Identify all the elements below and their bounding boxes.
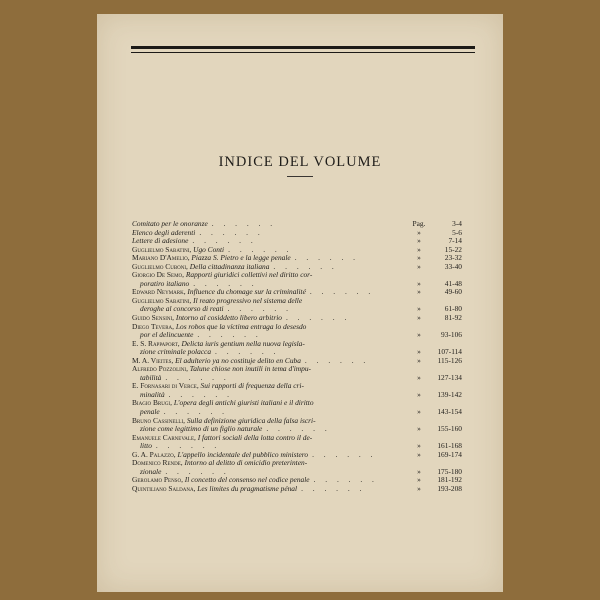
table-of-contents [132, 220, 462, 494]
toc-entry-page-range: 169-174 [437, 449, 462, 459]
toc-entry-pages [406, 374, 462, 383]
toc-entry-page-mark: » [417, 227, 421, 237]
toc-entry-page-range: 155-160 [437, 424, 462, 434]
dot-leader: . . . . . . [313, 475, 378, 485]
toc-entry-page-range: 127-134 [437, 372, 462, 382]
toc-entry-title: Piazza S. Pietro e la legge penale [191, 253, 291, 263]
toc-entry-pages [406, 391, 462, 400]
toc-entry-title-continued: zione come legittimo di un figlio naturale [140, 424, 263, 434]
toc-entry-page-range: 175-180 [437, 466, 462, 476]
toc-entry-pages [406, 288, 462, 297]
toc-entry-page-mark: » [417, 449, 421, 459]
toc-entry [132, 323, 462, 340]
dot-leader: . . . . . . [294, 253, 360, 263]
toc-entry-page-range: 93-106 [441, 330, 462, 340]
toc-entry-page-range: 3-4 [452, 219, 462, 228]
dot-leader: . . . . . . [193, 278, 258, 288]
toc-entry-page-mark: » [417, 304, 421, 314]
toc-entry-author: Guglielmo Sabatini, [132, 244, 192, 254]
dot-leader: . . . . . . [312, 449, 377, 459]
toc-entry-title-continued: penale [140, 407, 160, 417]
toc-entry-page-mark: » [417, 355, 421, 365]
toc-entry-title: El adulterio ya no costituje delito en Cuba [175, 355, 301, 365]
toc-entry-title-continued: zione criminale polacca [140, 347, 212, 357]
toc-entry-title: Il concetto del consenso nel codice penale [184, 475, 310, 485]
toc-entry-page-range: 193-208 [437, 483, 462, 493]
toc-entry [132, 459, 462, 476]
toc-entry-page-range: 7-14 [448, 236, 462, 246]
toc-entry-page-range: 107-114 [437, 347, 462, 357]
toc-entry-page-range: 161-168 [437, 441, 462, 451]
toc-entry-pages [406, 331, 462, 340]
dot-leader: . . . . . . [273, 261, 338, 271]
toc-entry [132, 297, 462, 314]
dot-leader: . . . . . . [199, 227, 264, 237]
toc-entry-page-mark: » [417, 330, 421, 340]
page-title: INDICE DEL VOLUME [218, 154, 382, 170]
toc-entry [132, 399, 462, 416]
dot-leader: . . . . . . [155, 441, 221, 451]
toc-entry-author: Guglielmo Sabatini, [132, 295, 192, 305]
toc-entry-title-continued: poratiro italiano [140, 278, 190, 288]
toc-entry-title: L'appello incidentale del pubblico ministero [177, 449, 309, 459]
toc-entry-title: Lettere di adesione [132, 236, 189, 246]
toc-entry-pages [406, 408, 462, 417]
toc-entry-author: E. Fornasari di Verce, [132, 381, 199, 391]
dot-leader: . . . . . . [285, 313, 351, 323]
title-underline [287, 176, 313, 177]
dot-leader: . . . . . . [228, 244, 293, 254]
toc-entry-page-range: 15-22 [444, 244, 462, 254]
toc-entry-page-mark: » [417, 424, 421, 434]
toc-entry-title: L'opera degli antichi giuristi italiani e il diritto [173, 398, 314, 408]
toc-entry-author: Gerolamo Penso, [132, 475, 183, 485]
toc-entry-page-range: 181-192 [437, 475, 462, 485]
toc-entry-page-range: 61-80 [444, 304, 462, 314]
toc-entry-title: Ugo Conti [193, 244, 225, 254]
toc-entry-title: Los robos que la víctima entraga lo desesdo [175, 321, 307, 331]
toc-entry-title: Talune chiose non inutili in tema d'impu- [189, 364, 311, 374]
dot-leader: . . . . . . [227, 304, 292, 314]
dot-leader: . . . . . . [304, 355, 370, 365]
toc-entry-title: Il reato progressivo nel sistema delle [193, 295, 303, 305]
toc-entry [132, 365, 462, 382]
toc-entry-title-continued: minalità [140, 389, 165, 399]
toc-entry-page-mark: Pag. [412, 219, 426, 228]
toc-entry-author: Biagio Brugi, [132, 398, 172, 408]
toc-entry-title: Intorno al delitto di omicidio preterinten- [184, 458, 308, 468]
toc-entry-page-mark: » [417, 244, 421, 254]
toc-entry-author: Emanuele Carnevale, [132, 432, 196, 442]
toc-entry-page-range: 81-92 [444, 313, 462, 323]
toc-entry-pages [406, 451, 462, 460]
toc-entry-title: Delicta iuris gentium nella nuova legisla- [181, 338, 305, 348]
toc-entry-pages [406, 425, 462, 434]
toc-entry-page-mark: » [417, 372, 421, 382]
toc-entry-page-mark: » [417, 236, 421, 246]
toc-entry-title-continued: por el delincuente [140, 330, 194, 340]
toc-entry-page-mark: » [417, 278, 421, 288]
toc-entry [132, 434, 462, 451]
toc-entry-page-range: 139-142 [437, 389, 462, 399]
toc-entry-page-mark: » [417, 261, 421, 271]
toc-entry-author: E. S. Rappaport, [132, 338, 180, 348]
header-rule-thin [131, 52, 475, 53]
dot-leader: . . . . . . [266, 424, 331, 434]
toc-entry-page-mark: » [417, 441, 421, 451]
dot-leader: . . . . . . [301, 483, 366, 493]
toc-entry-page-mark: » [417, 313, 421, 323]
toc-entry-page-mark: » [417, 287, 421, 297]
toc-entry-title: I fattori sociali della lotta contro il de- [197, 432, 313, 442]
toc-entry-page-range: 143-154 [437, 407, 462, 417]
dot-leader: . . . . . . [163, 407, 229, 417]
toc-entry-title-continued: litto [140, 441, 152, 451]
toc-entry-author: Diego Tevera, [132, 321, 175, 331]
toc-entry-title-continued: tabilità [140, 372, 162, 382]
toc-entry-author: Alfredo Pozzolini, [132, 364, 188, 374]
toc-entry-title-continued: zionale [140, 466, 162, 476]
toc-entry-pages [406, 263, 462, 272]
toc-entry-line [132, 485, 406, 494]
dot-leader: . . . . . . [211, 219, 277, 228]
dot-leader: . . . . . . [168, 389, 233, 399]
toc-entry-author: Bruno Cassinelli, [132, 415, 185, 425]
dot-leader: . . . . . . [215, 347, 280, 357]
toc-entry-title: Elenco degli aderenti [132, 227, 196, 237]
toc-entry-title: Comitato per le onoranze [132, 219, 208, 228]
toc-entry-author: Guglielmo Cuboni, [132, 261, 188, 271]
toc-entry-title: Intorno al cosiddetto libero arbitrio [175, 313, 282, 323]
toc-entry-title: Sulla definizione giuridica della falsa iscri- [186, 415, 316, 425]
toc-entry-author: Giorgio De Semo, [132, 270, 184, 280]
toc-entry-author: Guido Sensini, [132, 313, 175, 323]
toc-entry-title: Les limites du pragmatisme pénal [197, 483, 298, 493]
dot-leader: . . . . . . [165, 466, 230, 476]
toc-entry-title-continued: deroghe al concorso di reati [140, 304, 224, 314]
toc-entry-title: Rapporti giuridici collettivi nel diritto cor- [185, 270, 313, 280]
toc-entry-author: Mariano D'Amelio, [132, 253, 190, 263]
toc-entry-author: Edward Neymark, [132, 287, 186, 297]
toc-entry [132, 271, 462, 288]
toc-entry-page-mark: » [417, 253, 421, 263]
toc-entry-page-mark: » [417, 483, 421, 493]
toc-entry-pages [406, 485, 462, 494]
toc-entry [132, 485, 462, 494]
toc-entry-pages [406, 357, 462, 366]
toc-entry-page-range: 41-48 [444, 278, 462, 288]
toc-entry-page-range: 5-6 [452, 227, 462, 237]
toc-entry [132, 417, 462, 434]
toc-entry-author: M. A. Vieites, [132, 355, 174, 365]
toc-entry-page-mark: » [417, 407, 421, 417]
toc-entry-page-range: 33-40 [444, 261, 462, 271]
toc-entry-page-mark: » [417, 475, 421, 485]
toc-entry-title: Influence du chomage sur la criminalité [187, 287, 306, 297]
toc-entry-page-mark: » [417, 389, 421, 399]
header-rule-thick [131, 46, 475, 49]
toc-entry-page-range: 115-126 [437, 355, 462, 365]
toc-entry-page-range: 49-60 [444, 287, 462, 297]
document-page [97, 14, 503, 592]
toc-entry-title: Della cittadinanza italiana [189, 261, 270, 271]
dot-leader: . . . . . . [197, 330, 262, 340]
dot-leader: . . . . . . [192, 236, 257, 246]
toc-entry-author: G. A. Palazzo, [132, 449, 176, 459]
dot-leader: . . . . . . [309, 287, 375, 297]
toc-entry-page-mark: » [417, 466, 421, 476]
toc-entry-title: Sui rapporti di frequenza della cri- [200, 381, 304, 391]
toc-entry-author: Domenico Rende, [132, 458, 183, 468]
toc-entry-author: Quintiliano Saldana, [132, 483, 196, 493]
toc-entry-page-mark: » [417, 347, 421, 357]
toc-entry-page-range: 23-32 [444, 253, 462, 263]
dot-leader: . . . . . . [165, 372, 230, 382]
toc-entry-pages [406, 314, 462, 323]
toc-entry [132, 382, 462, 399]
toc-entry [132, 340, 462, 357]
